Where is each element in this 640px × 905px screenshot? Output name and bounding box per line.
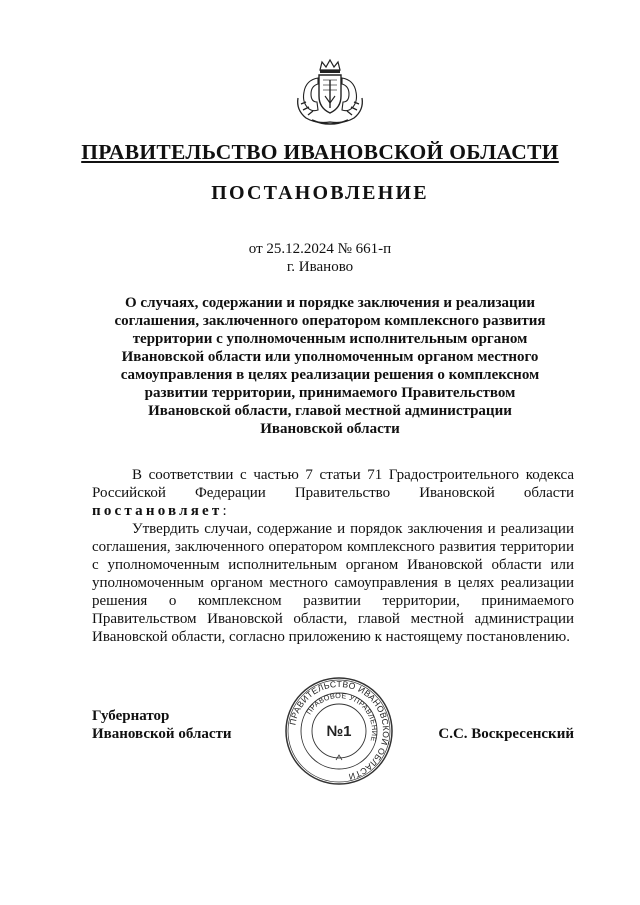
seal-outer-text: ПРАВИТЕЛЬСТВО ИВАНОВСКОЙ ОБЛАСТИ [287,678,392,782]
signer-name: С.С. Воскресенский [438,726,574,742]
seal-number: №1 [326,723,352,740]
document-place: г. Иваново [286,259,354,275]
paragraph-resolution: Утвердить случаи, содержание и порядок заключения и реализации соглашения, заключенного оператором комплексного развития территории с уполномоченным исполнительным органом Ивановской области или уполномоченным органом местного самоуправления в целях реализации решения о комплексном развитии территории, принимаемого Правительством Ивановской области, главой местной администрации Ивановской области, согласно приложению к настоящему постановлению. [92,521,574,645]
document-date-number: от 25.12.2024 № 661-п [248,241,392,257]
resolution-verb: постановляет [92,503,223,519]
signer-position-line2: Ивановской области [92,726,232,742]
seal-inner-text: ПРАВОВОЕ УПРАВЛЕНИЕ [304,690,380,743]
document-subject: О случаях, содержании и порядке заключения и реализации соглашения, заключенного оператором комплексного развития территории с уполномоченным исполнительным органом Ивановской области или уполномоченным органом местного самоуправления в целях реализации решения о комплексном развитии территории, принимаемого Правительством Ивановской области, главой местной администрации Ивановской области [114,295,546,437]
signer-position [92,707,292,743]
official-seal [284,676,394,786]
organization-title: ПРАВИТЕЛЬСТВО ИВАНОВСКОЙ ОБЛАСТИ [81,140,559,164]
document-type-title: ПОСТАНОВЛЕНИЕ [211,182,429,204]
paragraph-preamble [92,466,574,520]
signer-position-line1: Губернатор [92,708,170,724]
coat-of-arms-icon [292,58,368,128]
preamble-colon: : [222,503,227,519]
preamble-text: В соответствии с частью 7 статьи 71 Градостроительного кодекса Российской Федерации Правительство Ивановской области [92,467,574,501]
